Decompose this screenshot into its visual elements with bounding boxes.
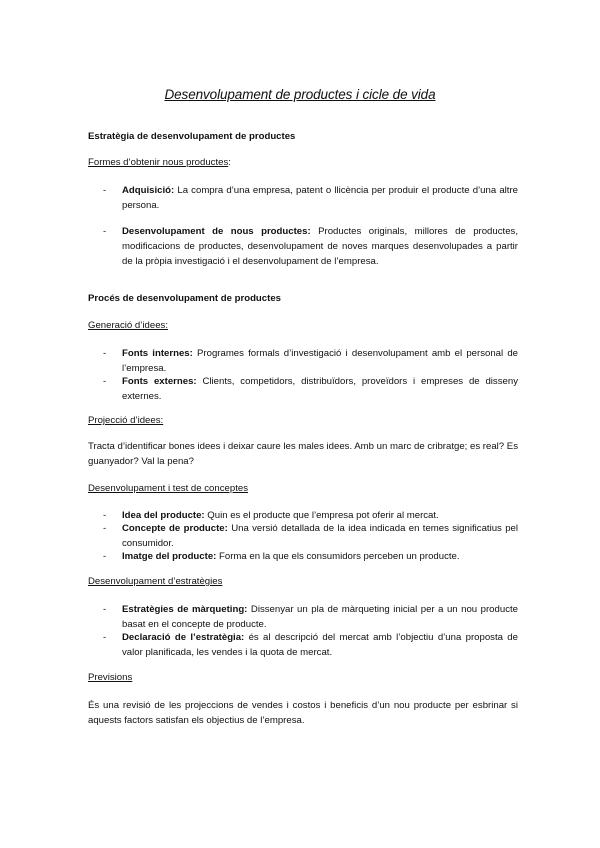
- item-text: Programes formals d’investigació i desenvolupament amb el personal de l’empresa.: [122, 348, 518, 374]
- subheading-generacio: Generació d’idees:: [88, 320, 168, 331]
- subheading-ways-obtain: [88, 157, 231, 168]
- subheading-previsions: Previsions: [88, 672, 133, 683]
- bullet-dash: -: [103, 510, 107, 521]
- bullet-dash: -: [103, 551, 107, 562]
- item-label: Estratègies de màrqueting:: [122, 604, 248, 615]
- item-label: Adquisició:: [122, 185, 175, 196]
- bullet-dash: -: [103, 376, 107, 387]
- item-label: Idea del producte:: [122, 510, 205, 521]
- section-heading-strategy: Estratègia de desenvolupament de productes: [88, 131, 296, 142]
- item-text: Clients, competidors, distribuïdors, proveïdors i empreses de disseny externes.: [122, 376, 518, 402]
- item-label: Declaració de l’estratègia:: [122, 632, 245, 643]
- subheading-conceptes: Desenvolupament i test de conceptes: [88, 483, 248, 494]
- item-text: Una versió detallada de la idea indicada en temes significatius pel consumidor.: [122, 523, 518, 549]
- paragraph-projeccio: Tracta d’identificar bones idees i deixar caure les males idees. Amb un marc de cribratge; es real? Es guanyador? Val la pena?: [88, 441, 518, 467]
- subheading-colon: :: [228, 157, 231, 168]
- list-item-estrategies-marqueting: [103, 602, 518, 632]
- item-label: Desenvolupament de nous productes:: [122, 226, 311, 237]
- bullet-dash: -: [103, 523, 107, 534]
- bullet-dash: -: [103, 348, 107, 359]
- list-item-adquisicio: [103, 183, 518, 213]
- bullet-dash: -: [103, 604, 107, 615]
- bullet-dash: -: [103, 185, 107, 196]
- item-text: Dissenyar un pla de màrqueting inicial per a un nou producte basat en el concepte de producte.: [122, 604, 518, 630]
- item-label: Fonts internes:: [122, 348, 193, 359]
- item-label: Imatge del producte:: [122, 551, 217, 562]
- subheading-estrategies: Desenvolupament d’estratègies: [88, 576, 223, 587]
- item-text: Forma en la que els consumidors perceben un producte.: [216, 551, 460, 562]
- item-text: Productes originals, millores de productes, modificacions de productes, desenvolupament de noves marques desenvolupades a partir de la pròpia investigació i el desenvolupament de l’empresa.: [122, 226, 518, 267]
- item-text: La compra d’una empresa, patent o llicència per produir el producte d’una altre persona.: [122, 185, 518, 211]
- list-item-fonts-internes: [103, 346, 518, 376]
- list-item-concepte-producte: [103, 521, 518, 551]
- item-label: Fonts externes:: [122, 376, 197, 387]
- subheading-ways-obtain-text: Formes d’obtenir nous productes: [88, 157, 229, 168]
- list-item-nous-productes: [103, 224, 518, 269]
- page-title: Desenvolupament de productes i cicle de vida: [164, 87, 436, 102]
- paragraph-previsions: És una revisió de les projeccions de vendes i costos i beneficis d’un nou producte per esbrinar si aquests factors satisfan els objectius de l’empresa.: [88, 700, 518, 726]
- list-item-imatge-producte: [103, 549, 518, 564]
- list-item-fonts-externes: [103, 374, 518, 404]
- subheading-projeccio: Projecció d’idees:: [88, 415, 164, 426]
- list-item-declaracio-estrategia: [103, 630, 518, 660]
- item-text: Quin es el producte que l’empresa pot oferir al mercat.: [204, 510, 439, 521]
- item-text: és al descripció del mercat amb l’objectiu d’una proposta de valor planificada, les vendes i la quota de mercat.: [122, 632, 518, 658]
- section-heading-process: Procés de desenvolupament de productes: [88, 293, 281, 304]
- item-label: Concepte de producte:: [122, 523, 228, 534]
- bullet-dash: -: [103, 632, 107, 643]
- bullet-dash: -: [103, 226, 107, 237]
